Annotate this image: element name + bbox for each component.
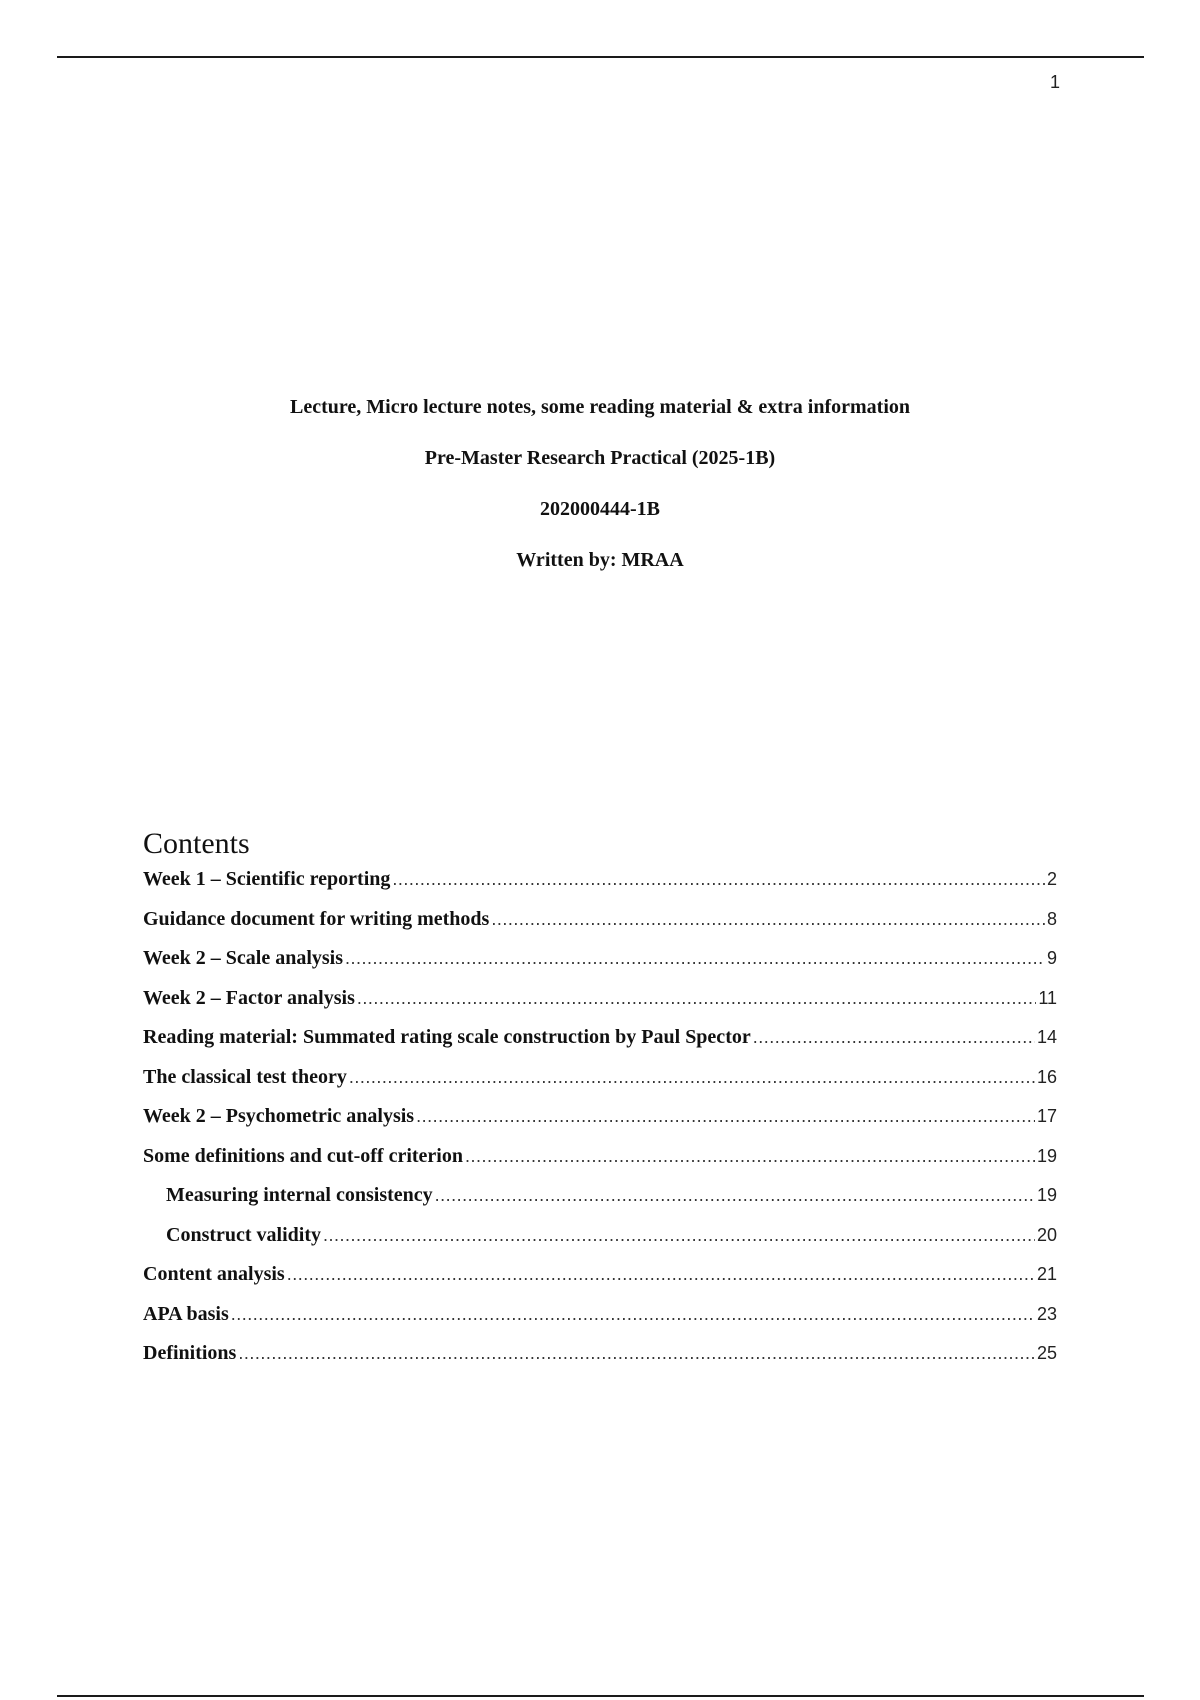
toc-entry-page[interactable]: 2 [1046, 869, 1057, 889]
toc-entry-label[interactable]: Week 2 – Psychometric analysis [143, 1105, 415, 1127]
toc-entry-page[interactable]: 14 [1036, 1027, 1057, 1047]
toc-entry-definitions-cutoff[interactable] [143, 1145, 1057, 1185]
toc-entry-label[interactable]: The classical test theory [143, 1065, 347, 1088]
toc-entry-label[interactable]: Week 1 – Scientific reporting [143, 868, 391, 890]
toc-leader-dots [345, 948, 1045, 969]
toc-leader-dots [349, 1067, 1035, 1088]
toc-leader-dots [357, 988, 1036, 1009]
toc-entry-label[interactable]: Week 2 – Scale analysis [143, 947, 344, 969]
footer-rule [57, 1695, 1144, 1697]
toc-entry-label[interactable]: Guidance document for writing methods [143, 907, 490, 930]
toc-leader-dots [753, 1027, 1035, 1048]
toc-leader-dots [231, 1304, 1035, 1325]
toc-leader-dots [465, 1146, 1035, 1167]
author-line: Written by: MRAA [516, 549, 684, 571]
toc-entry-label[interactable]: Measuring internal consistency [166, 1184, 433, 1206]
toc-leader-dots [323, 1225, 1035, 1246]
page-number: 1 [1049, 72, 1060, 92]
toc-entry-week2-psychometric-analysis[interactable] [143, 1105, 1057, 1145]
toc-entry-definitions[interactable] [143, 1342, 1057, 1382]
toc-entry-page[interactable]: 8 [1046, 908, 1057, 929]
course-name: Pre-Master Research Practical (2025-1B) [424, 447, 776, 469]
toc-entry-page[interactable]: 25 [1036, 1343, 1057, 1363]
toc-entry-label[interactable]: Some definitions and cut-off criterion [143, 1144, 463, 1167]
toc-entry-guidance-methods[interactable] [143, 908, 1057, 948]
toc-entry-content-analysis[interactable] [143, 1263, 1057, 1303]
toc-entry-label[interactable]: Week 2 – Factor analysis [143, 986, 355, 1009]
toc-entry-label[interactable]: Definitions [143, 1342, 237, 1364]
toc-leader-dots [435, 1185, 1035, 1206]
toc-entry-apa-basis[interactable] [143, 1303, 1057, 1343]
toc-entry-reading-material-spector[interactable] [143, 1026, 1057, 1066]
toc-entry-page[interactable]: 20 [1036, 1224, 1057, 1245]
toc-entry-page[interactable]: 19 [1036, 1185, 1057, 1205]
toc-entry-page[interactable]: 9 [1046, 948, 1057, 968]
title-block [0, 396, 1200, 600]
toc-entry-week2-scale-analysis[interactable] [143, 947, 1057, 987]
course-code: 202000444-1B [540, 498, 660, 520]
toc-entry-label[interactable]: APA basis [143, 1302, 229, 1325]
header-rule [57, 56, 1144, 58]
toc-entry-page[interactable]: 23 [1036, 1303, 1057, 1324]
toc-entry-classical-test-theory[interactable] [143, 1066, 1057, 1106]
toc-entry-page[interactable]: 21 [1036, 1264, 1057, 1284]
contents-heading: Contents [143, 827, 250, 860]
toc-leader-dots [238, 1343, 1035, 1364]
toc-leader-dots [392, 869, 1045, 890]
toc-subentry-internal-consistency[interactable] [143, 1184, 1057, 1224]
table-of-contents [143, 868, 1057, 1382]
toc-entry-label[interactable]: Content analysis [143, 1263, 285, 1285]
toc-subentry-construct-validity[interactable] [143, 1224, 1057, 1264]
toc-entry-page[interactable]: 17 [1036, 1106, 1057, 1126]
document-title: Lecture, Micro lecture notes, some reading material & extra information [289, 396, 911, 418]
toc-entry-page[interactable]: 11 [1038, 987, 1057, 1008]
toc-entry-week2-factor-analysis[interactable] [143, 987, 1057, 1027]
toc-entry-week1-scientific-reporting[interactable] [143, 868, 1057, 908]
toc-entry-label[interactable]: Construct validity [166, 1223, 321, 1246]
toc-leader-dots [287, 1264, 1035, 1285]
toc-entry-label[interactable]: Reading material: Summated rating scale construction by Paul Spector [143, 1026, 751, 1048]
toc-leader-dots [491, 909, 1045, 930]
toc-entry-page[interactable]: 19 [1036, 1145, 1057, 1166]
toc-entry-page[interactable]: 16 [1036, 1066, 1057, 1087]
toc-leader-dots [416, 1106, 1035, 1127]
